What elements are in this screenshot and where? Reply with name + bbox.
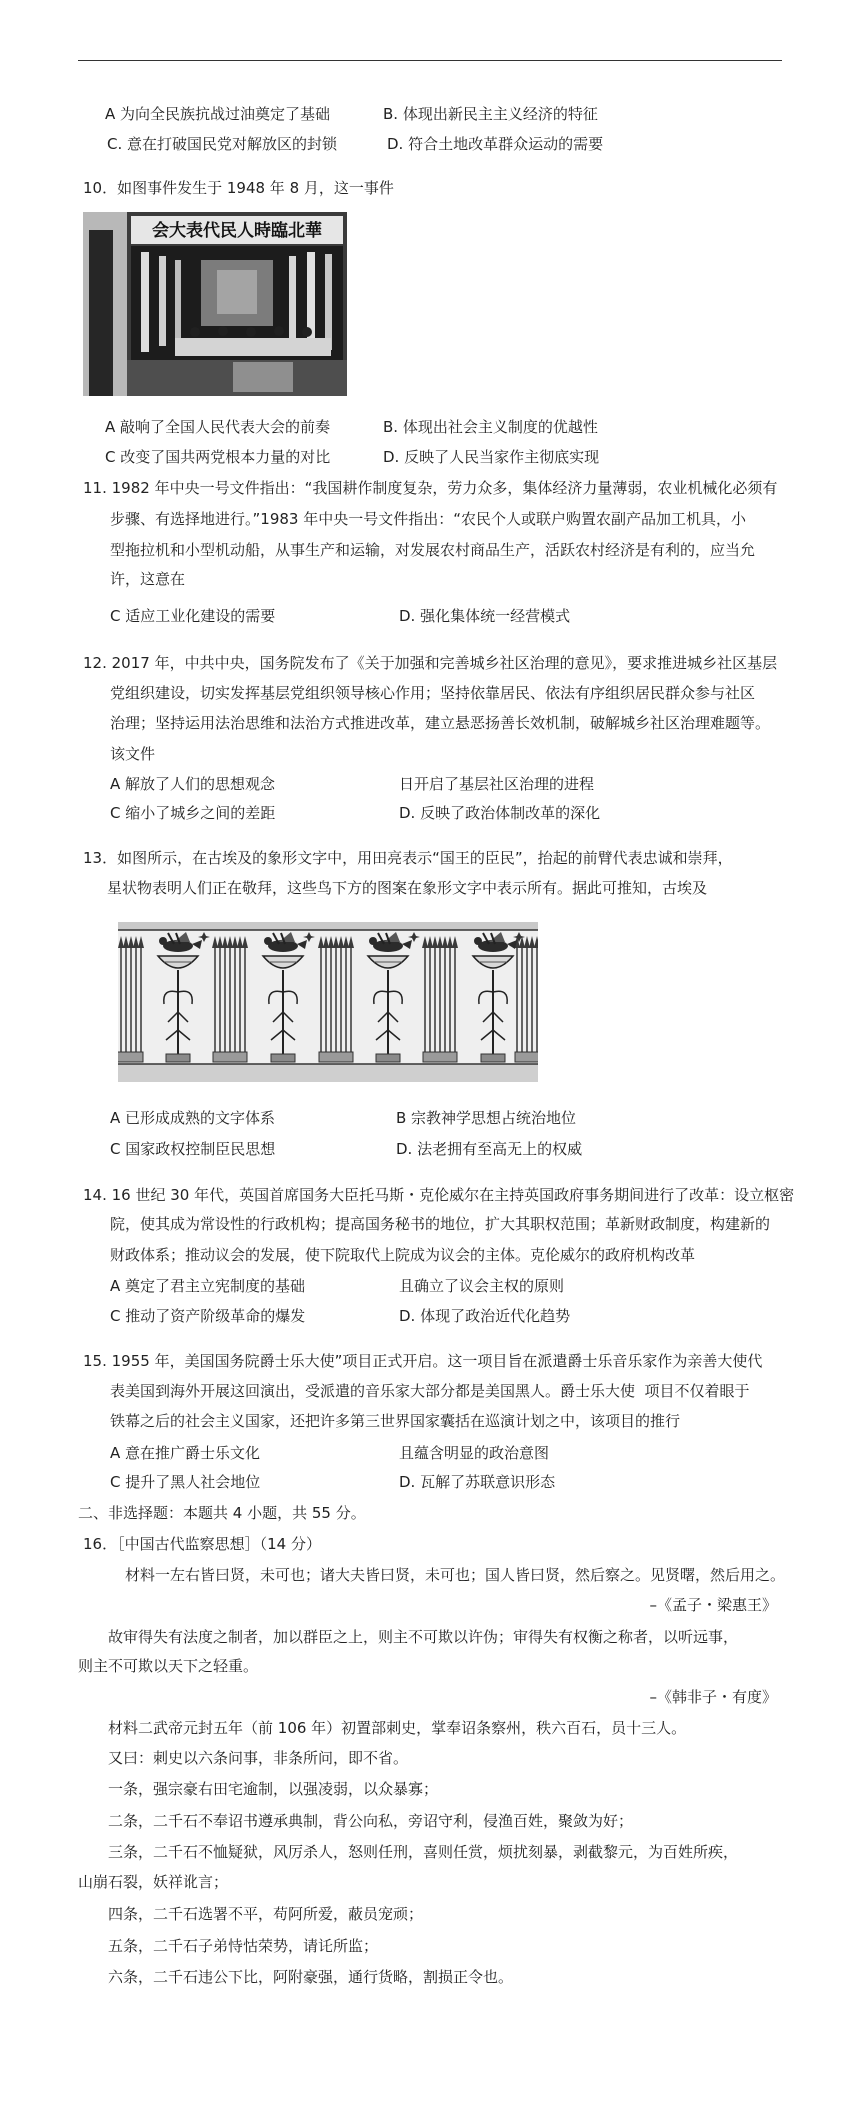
q15-option-a: A 意在推广爵士乐文化: [110, 1444, 261, 1462]
bird-head: [159, 937, 167, 945]
q16-material2-line: 山崩石裂，妖祥讹言；: [78, 1873, 229, 1891]
reed-base: [213, 1052, 247, 1062]
q10-option-d: D. 反映了人民当家作主彻底实现: [383, 448, 600, 466]
q16-material1-line: 则主不可欺以天下之轻重。: [78, 1657, 259, 1675]
q16-material2-line: 四条，二千石选署不平，苟阿所爱，蔽员宠顽；: [108, 1905, 424, 1923]
q16-material2-line: 六条，二千石违公下比，阿附豪强，通行货略，割损正令也。: [108, 1968, 514, 1986]
q15-option-d: D. 瓦解了苏联意识形态: [399, 1473, 556, 1491]
q11-option-d: D. 强化集体统一经营模式: [399, 607, 571, 625]
q16-material1-line: 故审得失有法度之制者，加以群臣之上，则主不可欺以许伪；审得失有权衡之称者，以听远事，: [108, 1628, 739, 1646]
q10-option-c: C 改变了国共两党根本力量的对比: [105, 448, 331, 466]
motif-base: [166, 1054, 190, 1062]
bird-head: [474, 937, 482, 945]
q10-option-a: A 敲响了全国人民代表大会的前奏: [105, 418, 331, 436]
q14-option-d: D. 体现了政治近代化趋势: [399, 1307, 571, 1325]
q9-option-b: B. 体现出新民主主义经济的特征: [383, 105, 598, 123]
bird-head: [369, 937, 377, 945]
q11-stem-line: 型拖拉机和小型机动船，从事生产和运输，对发展农村商品生产，活跃农村经济是有利的，应当允: [110, 541, 756, 559]
q14-stem-line: 财政体系；推动议会的发展，使下院取代上院成为议会的主体。克伦威尔的政府机构改革: [110, 1246, 696, 1264]
bird-head: [264, 937, 272, 945]
photo-person: [274, 326, 284, 336]
motif-base: [376, 1054, 400, 1062]
q11-stem-line: 许，这意在: [110, 570, 186, 588]
q14-stem-line: 14. 16 世纪 30 年代，英国首席国务大臣托马斯・克伦威尔在主持英国政府事务期间进行了改革：设立枢密: [83, 1186, 795, 1204]
q16-material2-line: 三条，二千石不恤疑狱，风厉杀人，怒则任刑，喜则任赏，烦扰刻暴，剥截黎元，为百姓所疾，: [108, 1843, 739, 1861]
q12-option-a: A 解放了人们的思想观念: [110, 775, 276, 793]
q15-stem-line: 表美国到海外开展这回演出，受派遣的音乐家大部分都是美国黑人。爵士乐大使 项目不仅着眼于: [110, 1382, 750, 1400]
photo-person: [302, 327, 312, 337]
q14-option-a: A 奠定了君主立宪制度的基础: [110, 1277, 306, 1295]
q13-stem-line: 星状物表明人们正在敬拜，这些鸟下方的图案在象形文字中表示所有。据此可推知，古埃及: [107, 879, 708, 897]
q16-material2-line: 二条，二千石不奉诏书遵承典制，背公向私，旁诏守利，侵渔百姓，聚敛为好；: [108, 1812, 634, 1830]
photo-flag-strip: [289, 256, 296, 346]
q12-stem-line: 治理；坚持运用法治思维和法治方式推进改革，建立悬恶扬善长效机制，破解城乡社区治理难题等。: [110, 714, 771, 732]
q12-stem-line: 党组织建设，切实发挥基层党组织领导核心作用；坚持依靠居民、依法有序组织居民群众参与社区: [110, 684, 756, 702]
q11-stem-line: 11. 1982 年中央一号文件指出：“我国耕作制度复杂，劳力众多，集体经济力量薄弱，农业机械化必须有: [83, 479, 778, 497]
q16-material2-line: 材料二武帝元封五年（前 106 年）初置部刺史，掌奉诏条察州，秩六百石，员十三人。: [108, 1719, 687, 1737]
photo-person: [190, 327, 200, 337]
q16-material1-line: 材料一左右皆曰贤，未可也；诸大夫皆曰贤，未可也；国人皆曰贤，然后察之。见贤曙，然后用之。: [125, 1566, 786, 1584]
q13-hieroglyph-figure: [118, 922, 538, 1082]
q16-source-mencius: –《孟子・梁惠王》: [649, 1596, 777, 1614]
reed-base: [515, 1052, 538, 1062]
q10-option-b: B. 体现出社会主义制度的优越性: [383, 418, 598, 436]
photo-banner-text: 会大表代民人時臨北華: [152, 221, 322, 241]
reed-base: [423, 1052, 457, 1062]
q12-option-d: D. 反映了政治体制改革的深化: [399, 804, 601, 822]
q12-option-c: C 缩小了城乡之间的差距: [110, 804, 276, 822]
q9-option-c: C. 意在打破国民党对解放区的封锁: [107, 135, 338, 153]
frieze-bottom-band: [118, 1064, 538, 1082]
q13-option-a: A 已形成成熟的文字体系: [110, 1109, 276, 1127]
q9-option-d: D. 符合土地改革群众运动的需要: [387, 135, 604, 153]
q16-title: 16．［中国古代监察思想］（14 分）: [83, 1535, 321, 1553]
q10-photo: [83, 212, 347, 396]
q15-option-b: 且蕴含明显的政治意图: [399, 1444, 550, 1462]
photo-portrait: [217, 270, 257, 314]
photo-person: [246, 327, 256, 337]
photo-flag-strip: [141, 252, 149, 352]
photo-pillar: [89, 230, 113, 396]
q13-option-b: B 宗教神学思想占统治地位: [396, 1109, 577, 1127]
header-rule: [78, 60, 782, 61]
q15-stem-line: 15. 1955 年，美国国务院爵士乐大使”项目正式开启。这一项目旨在派遣爵士乐音乐家作为亲善大使代: [83, 1352, 763, 1370]
q12-stem-line: 12. 2017 年，中共中央，国务院发布了《关于加强和完善城乡社区治理的意见》，要求推进城乡社区基层: [83, 654, 778, 672]
reed-base: [118, 1052, 143, 1062]
q14-stem-line: 院，使其成为常设性的行政机构；提高国务秘书的地位，扩大其职权范围；革新财政制度，构建新的: [110, 1215, 771, 1233]
photo-flag-strip: [307, 252, 315, 352]
photo-flag-strip: [175, 260, 181, 340]
motif-base: [271, 1054, 295, 1062]
photo-person: [218, 326, 228, 336]
motif-base: [481, 1054, 505, 1062]
q15-option-c: C 提升了黑人社会地位: [110, 1473, 261, 1491]
q16-material2-line: 又曰：刺史以六条问事，非条所问，即不省。: [108, 1749, 409, 1767]
photo-flag-strip: [159, 256, 166, 346]
photo-podium-table: [175, 338, 331, 356]
reed-base: [319, 1052, 353, 1062]
q13-stem-line: 13．如图所示，在古埃及的象形文字中，用田亮表示“国王的臣民”，抬起的前臂代表忠诚和崇拜，: [83, 849, 733, 867]
q12-stem-line: 该文件: [110, 745, 156, 763]
frieze-top-band: [118, 922, 538, 930]
q16-material2-line: 一条，强宗豪右田宅逾制，以强凌弱，以众暴寡；: [108, 1780, 439, 1798]
section-heading: 二、非选择题：本题共 4 小题，共 55 分。: [78, 1504, 366, 1522]
q14-option-b: 且确立了议会主权的原则: [399, 1277, 565, 1295]
q13-option-d: D. 法老拥有至高无上的权威: [396, 1140, 583, 1158]
q12-option-b: 日开启了基层社区治理的进程: [399, 775, 595, 793]
photo-flag-strip: [325, 254, 332, 350]
q15-stem-line: 铁幕之后的社会主义国家，还把许多第三世界国家囊括在巡演计划之中，该项目的推行: [110, 1412, 681, 1430]
q14-option-c: C 推动了资产阶级革命的爆发: [110, 1307, 306, 1325]
q16-source-hanfeizi: –《韩非子・有度》: [649, 1688, 777, 1706]
q11-option-c: C 适应工业化建设的需要: [110, 607, 276, 625]
q16-material2-line: 五条，二千石子弟恃怙荣势，请讬所监；: [108, 1937, 379, 1955]
photo-front-desk: [233, 362, 293, 392]
q10-stem: 10．如图事件发生于 1948 年 8 月，这一事件: [83, 179, 394, 197]
q11-stem-line: 步骤、有选择地进行。”1983 年中央一号文件指出：“农民个人或联户购置农副产品加工机具，小: [110, 510, 746, 528]
q13-option-c: C 国家政权控制臣民思想: [110, 1140, 276, 1158]
q9-option-a: A 为向全民族抗战过油奠定了基础: [105, 105, 331, 123]
